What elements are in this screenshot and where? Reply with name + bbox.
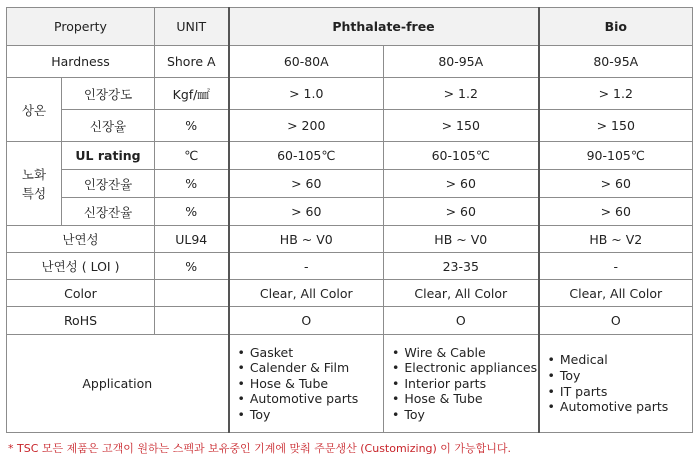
- tensile-pf1: > 1.0: [229, 78, 384, 110]
- application-pf1: [229, 335, 384, 433]
- flame-pf1: HB ~ V0: [229, 226, 384, 253]
- color-label: Color: [7, 280, 155, 307]
- tensile-ret-pf1: > 60: [229, 170, 384, 198]
- application-item: • Automotive parts: [548, 399, 693, 415]
- hardness-pf2: 80-95A: [384, 46, 539, 78]
- header-phthalate-free: Phthalate-free: [229, 8, 539, 46]
- application-item: • Hose & Tube: [392, 391, 538, 407]
- application-item: • Electronic appliances: [392, 360, 538, 376]
- elongation-unit: %: [155, 110, 229, 142]
- application-list-bio: [540, 352, 693, 414]
- color-pf2: Clear, All Color: [384, 280, 539, 307]
- elong-ret-bio: > 60: [539, 198, 693, 226]
- application-item: • Automotive parts: [238, 391, 384, 407]
- application-item: • Wire & Cable: [392, 345, 538, 361]
- row-ul-rating: [7, 142, 693, 170]
- tensile-unit: Kgf/㎟: [155, 78, 229, 110]
- hardness-pf1: 60-80A: [229, 46, 384, 78]
- header-unit: UNIT: [155, 8, 229, 46]
- ul-pf1: 60-105℃: [229, 142, 384, 170]
- loi-pf1: -: [229, 253, 384, 280]
- spec-table: [6, 7, 693, 433]
- loi-bio: -: [539, 253, 693, 280]
- color-bio: Clear, All Color: [539, 280, 693, 307]
- ul-bio: 90-105℃: [539, 142, 693, 170]
- tensile-ret-unit: %: [155, 170, 229, 198]
- tensile-ret-pf2: > 60: [384, 170, 539, 198]
- application-list-pf2: [384, 345, 538, 423]
- application-item: • Gasket: [238, 345, 384, 361]
- tensile-pf2: > 1.2: [384, 78, 539, 110]
- room-temp-group: 상온: [7, 78, 62, 142]
- loi-label: 난연성 ( LOI ): [7, 253, 155, 280]
- flame-label: 난연성: [7, 226, 155, 253]
- elongation-pf2: > 150: [384, 110, 539, 142]
- flame-pf2: HB ~ V0: [384, 226, 539, 253]
- loi-unit: %: [155, 253, 229, 280]
- header-bio: Bio: [539, 8, 693, 46]
- rohs-bio: O: [539, 307, 693, 335]
- tensile-label: 인장강도: [62, 78, 155, 110]
- aging-group-line1: 노화: [21, 166, 47, 182]
- row-tensile: [7, 78, 693, 110]
- application-item: • Interior parts: [392, 376, 538, 392]
- header-row: [7, 8, 693, 46]
- header-property: Property: [7, 8, 155, 46]
- tensile-ret-label: 인장잔율: [62, 170, 155, 198]
- elongation-pf1: > 200: [229, 110, 384, 142]
- footnote: * TSC 모든 제품은 고객이 원하는 스펙과 보유중인 기계에 맞춰 주문생산 (Customizing) 이 가능합니다.: [8, 442, 512, 455]
- application-item: • Toy: [238, 407, 384, 423]
- tensile-bio: > 1.2: [539, 78, 693, 110]
- application-list-pf1: [230, 345, 384, 423]
- application-item: • Calender & Film: [238, 360, 384, 376]
- hardness-bio: 80-95A: [539, 46, 693, 78]
- elongation-bio: > 150: [539, 110, 693, 142]
- flame-unit: UL94: [155, 226, 229, 253]
- application-item: • Medical: [548, 352, 693, 368]
- rohs-pf2: O: [384, 307, 539, 335]
- elongation-label: 신장율: [62, 110, 155, 142]
- row-application: [7, 335, 693, 433]
- application-pf2: [384, 335, 539, 433]
- rohs-unit: [155, 307, 229, 335]
- hardness-unit: Shore A: [155, 46, 229, 78]
- color-pf1: Clear, All Color: [229, 280, 384, 307]
- application-item: • IT parts: [548, 384, 693, 400]
- row-hardness: [7, 46, 693, 78]
- application-label: Application: [7, 335, 229, 433]
- aging-group-line2: 특성: [21, 185, 47, 201]
- row-loi: [7, 253, 693, 280]
- ul-label: UL rating: [62, 142, 155, 170]
- row-elongation-retention: [7, 198, 693, 226]
- ul-unit: ℃: [155, 142, 229, 170]
- application-item: • Toy: [548, 368, 693, 384]
- color-unit: [155, 280, 229, 307]
- hardness-label: Hardness: [7, 46, 155, 78]
- elong-ret-unit: %: [155, 198, 229, 226]
- application-bio: [539, 335, 693, 433]
- row-tensile-retention: [7, 170, 693, 198]
- elong-ret-label: 신장잔율: [62, 198, 155, 226]
- row-rohs: [7, 307, 693, 335]
- loi-pf2: 23-35: [384, 253, 539, 280]
- rohs-pf1: O: [229, 307, 384, 335]
- application-item: • Hose & Tube: [238, 376, 384, 392]
- ul-pf2: 60-105℃: [384, 142, 539, 170]
- row-flame: [7, 226, 693, 253]
- flame-bio: HB ~ V2: [539, 226, 693, 253]
- row-elongation: [7, 110, 693, 142]
- tensile-ret-bio: > 60: [539, 170, 693, 198]
- elong-ret-pf1: > 60: [229, 198, 384, 226]
- elong-ret-pf2: > 60: [384, 198, 539, 226]
- rohs-label: RoHS: [7, 307, 155, 335]
- aging-group: [7, 142, 62, 226]
- row-color: [7, 280, 693, 307]
- application-item: • Toy: [392, 407, 538, 423]
